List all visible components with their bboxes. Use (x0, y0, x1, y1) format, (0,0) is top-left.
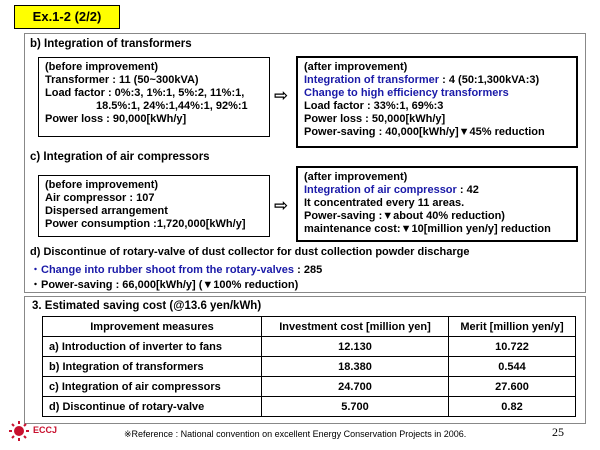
power-consumption: Power consumption :1,720,000[kWh/y] (45, 218, 246, 230)
before-label: (before improvement) (45, 179, 159, 191)
merit-cell: 0.82 (449, 397, 576, 417)
rubber-shoot-text: ・Change into rubber shoot from the rotary-valves (30, 264, 295, 276)
table-row (43, 377, 576, 397)
measure-cell: d) Discontinue of rotary-valve (43, 397, 262, 417)
slide-title: Ex.1-2 (2/2) (14, 5, 120, 29)
rubber-shoot-count: : 285 (297, 264, 323, 276)
load-factor-after: Load factor : 33%:1, 69%:3 (304, 100, 444, 112)
transformers-before-box (38, 57, 270, 137)
dispersed-arrangement: Dispersed arrangement (45, 205, 168, 217)
integration-compressor-label: Integration of air compressor (304, 184, 457, 196)
header-measures: Improvement measures (43, 317, 262, 337)
table-row (43, 357, 576, 377)
power-saving-rotary: ・Power-saving : 66,000[kWh/y] (▼100% reduction) (30, 279, 299, 291)
after-label: (after improvement) (304, 171, 408, 183)
header-investment: Investment cost [million yen] (262, 317, 449, 337)
merit-cell: 27.600 (449, 377, 576, 397)
page-number: 25 (552, 425, 564, 439)
power-loss-after: Power loss : 50,000[kWh/y] (304, 113, 446, 125)
right-arrow-icon: ⇨ (274, 196, 289, 215)
reference-note: ※Reference : National convention on excellent Energy Conservation Projects in 2006. (124, 429, 467, 439)
power-saving-transformers: Power-saving : 40,000[kWh/y]▼45% reduction (304, 126, 545, 138)
integration-transformer-value: : 4 (50:1,300kVA:3) (442, 74, 540, 86)
load-factor-line1: Load factor : 0%:3, 1%:1, 5%:2, 11%:1, (45, 87, 245, 99)
transformers-after-box (296, 56, 578, 148)
header-merit: Merit [million yen/y] (449, 317, 576, 337)
investment-cell: 24.700 (262, 377, 449, 397)
right-arrow-icon: ⇨ (274, 86, 289, 105)
table-row (43, 337, 576, 357)
after-label: (after improvement) (304, 61, 408, 73)
section-b-heading: b) Integration of transformers (30, 38, 192, 50)
compressors-before-box (38, 175, 270, 237)
power-saving-compressors: Power-saving :▼about 40% reduction) (304, 210, 505, 222)
transformer-count: Transformer : 11 (50~300kVA) (45, 74, 199, 86)
compressors-after-box (296, 166, 578, 242)
before-label: (before improvement) (45, 61, 159, 73)
table-row (43, 397, 576, 417)
section-c-heading: c) Integration of air compressors (30, 151, 210, 163)
section-d-heading: d) Discontinue of rotary-valve of dust collector for dust collection powder discharge (30, 246, 470, 258)
investment-cell: 5.700 (262, 397, 449, 417)
measure-cell: a) Introduction of inverter to fans (43, 337, 262, 357)
integration-transformer-label: Integration of transformer (304, 74, 440, 86)
rubber-shoot-bullet (30, 261, 322, 277)
eccj-logo (8, 420, 70, 442)
concentrated-line: It concentrated every 11 areas. (304, 197, 465, 209)
investment-cell: 18.380 (262, 357, 449, 377)
estimate-heading: 3. Estimated saving cost (@13.6 yen/kWh) (32, 300, 262, 312)
load-factor-line2: 18.5%:1, 24%:1,44%:1, 92%:1 (96, 100, 248, 112)
investment-cell: 12.130 (262, 337, 449, 357)
eccj-logo-text: ECCJ (33, 425, 58, 435)
measure-cell: b) Integration of transformers (43, 357, 262, 377)
measure-cell: c) Integration of air compressors (43, 377, 262, 397)
maintenance-cost: maintenance cost:▼10[million yen/y] reduction (304, 223, 551, 235)
saving-cost-table (42, 316, 576, 417)
table-header-row (43, 317, 576, 337)
integration-compressor-value: : 42 (459, 184, 479, 196)
merit-cell: 10.722 (449, 337, 576, 357)
air-compressor-count: Air compressor : 107 (45, 192, 155, 204)
power-loss-before: Power loss : 90,000[kWh/y] (45, 113, 187, 125)
merit-cell: 0.544 (449, 357, 576, 377)
eccj-logo-icon (8, 420, 30, 442)
high-efficiency-line: Change to high efficiency transformers (304, 87, 509, 99)
